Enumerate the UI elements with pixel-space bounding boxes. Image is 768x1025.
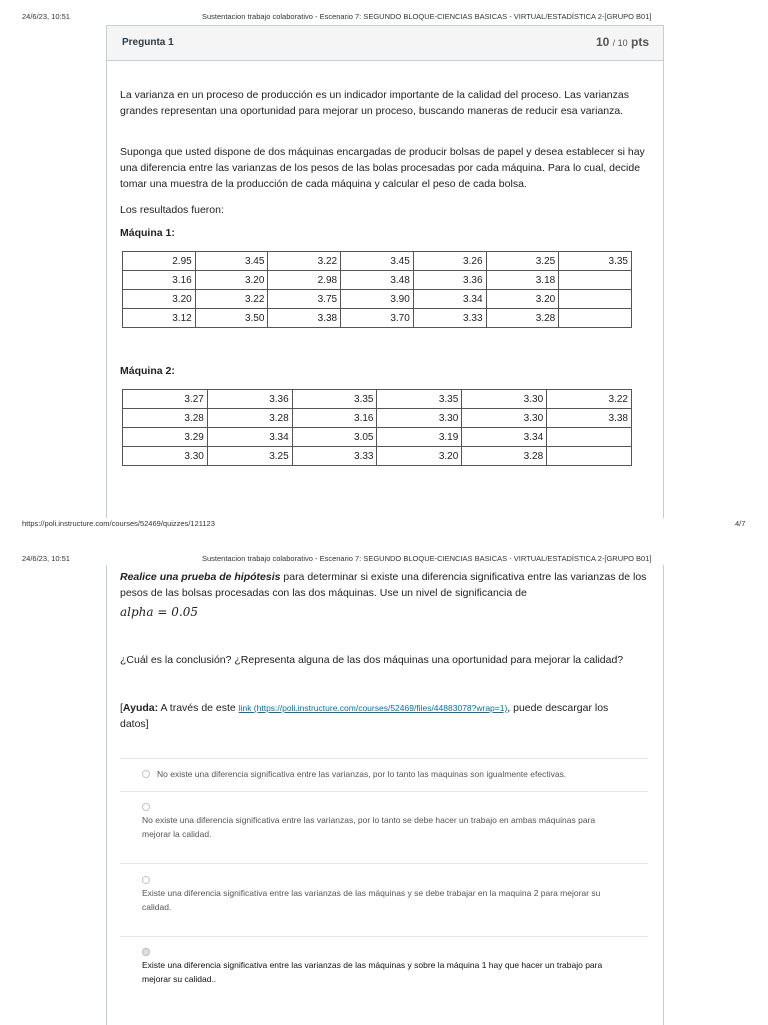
table-cell: 3.48 <box>341 271 414 290</box>
table-cell <box>547 428 632 447</box>
machine-2-label: Máquina 2: <box>120 365 175 377</box>
print-date: 24/6/23, 10:51 <box>22 12 70 21</box>
machine-2-table <box>122 389 632 466</box>
question-card-continued <box>106 565 664 1025</box>
table-cell: 3.20 <box>195 271 268 290</box>
answer-option-3[interactable]: Existe una diferencia significativa entre las varianzas de las máquinas y se debe trabajar en la maquina 2 para mejorar su calidad. <box>142 888 601 912</box>
table-cell: 3.22 <box>268 252 341 271</box>
conclusion-question: ¿Cuál es la conclusión? ¿Representa alguna de las dos máquinas una oportunidad para mejorar la calidad? <box>120 654 624 666</box>
answer-radio-3[interactable] <box>142 876 150 884</box>
answer-option-4[interactable]: Existe una diferencia significativa entre las varianzas de las máquinas y sobre la máquina 1 hay que hacer un trabajo para mejorar su calidad.. <box>142 960 603 984</box>
table-cell: 3.33 <box>413 309 486 328</box>
score-unit: pts <box>631 35 649 49</box>
table-cell: 3.70 <box>341 309 414 328</box>
table-cell: 3.20 <box>377 447 462 466</box>
hint-paragraph <box>120 700 656 732</box>
table-cell: 3.27 <box>123 390 208 409</box>
table-cell: 3.29 <box>123 428 208 447</box>
table-cell: 3.05 <box>292 428 377 447</box>
table-cell: 3.34 <box>413 290 486 309</box>
table-cell: 3.36 <box>413 271 486 290</box>
question-header <box>107 26 663 61</box>
hint-after: , puede descargar los <box>507 702 609 714</box>
machine-2-row <box>123 428 632 447</box>
table-cell <box>547 447 632 466</box>
table-cell: 3.26 <box>413 252 486 271</box>
hint-text: A través de este <box>158 702 239 714</box>
table-cell: 3.22 <box>547 390 632 409</box>
table-cell: 3.16 <box>292 409 377 428</box>
divider <box>120 791 648 792</box>
table-cell: 3.50 <box>195 309 268 328</box>
question-paragraph-1: La varianza en un proceso de producción es un indicador importante de la calidad del proceso. Las varianzas grandes representan una oportunidad para mejorar un proceso, buscando maneras de reducir esa varianza. <box>120 89 629 117</box>
divider <box>120 758 648 759</box>
table-cell: 3.20 <box>486 290 559 309</box>
table-cell: 2.95 <box>123 252 196 271</box>
table-cell: 3.30 <box>462 409 547 428</box>
table-cell: 3.28 <box>207 409 292 428</box>
answer-option-1[interactable]: No existe una diferencia significativa entre las varianzas, por lo tanto las maquinas son igualmente efectivas. <box>157 769 567 779</box>
machine-1-row <box>123 290 632 309</box>
machine-2-row <box>123 409 632 428</box>
print-date-2: 24/6/23, 10:51 <box>22 554 70 563</box>
divider <box>120 936 648 937</box>
machine-1-row <box>123 309 632 328</box>
table-cell: 3.35 <box>559 252 632 271</box>
machine-1-label: Máquina 1: <box>120 227 175 239</box>
table-cell: 3.35 <box>292 390 377 409</box>
answer-radio-4-selected[interactable] <box>142 948 150 956</box>
hypothesis-instruction <box>120 569 656 601</box>
question-title: Pregunta 1 <box>122 37 174 48</box>
machine-2-row <box>123 390 632 409</box>
table-cell: 3.45 <box>341 252 414 271</box>
table-cell: 3.30 <box>123 447 208 466</box>
table-cell: 3.38 <box>268 309 341 328</box>
machine-2-row <box>123 447 632 466</box>
table-cell: 3.22 <box>195 290 268 309</box>
machine-1-row <box>123 271 632 290</box>
table-cell: 3.90 <box>341 290 414 309</box>
table-cell: 3.28 <box>486 309 559 328</box>
table-cell: 3.35 <box>377 390 462 409</box>
table-cell: 3.18 <box>486 271 559 290</box>
table-cell: 2.98 <box>268 271 341 290</box>
machine-1-table <box>122 251 632 328</box>
table-cell <box>559 290 632 309</box>
table-cell <box>559 271 632 290</box>
table-cell: 3.36 <box>207 390 292 409</box>
score-value: 10 <box>595 35 610 49</box>
print-title: Sustentacion trabajo colaborativo - Escenario 7: SEGUNDO BLOQUE-CIENCIAS BASICAS - VIRTUAL/ESTADÍSTICA 2-[GRUPO B01] <box>202 12 652 21</box>
answer-radio-1[interactable] <box>142 770 150 778</box>
table-cell: 3.33 <box>292 447 377 466</box>
table-cell: 3.30 <box>462 390 547 409</box>
question-paragraph-2: Suponga que usted dispone de dos máquinas encargadas de producir bolsas de papel y desea establecer si hay una diferencia entre las varianzas de los pesos de las bolas procesadas por cada máquina. Para lo cual, decide tomar una muestra de la producción de cada máquina y calcular el peso de cada bolsa. <box>120 146 645 190</box>
table-cell <box>559 309 632 328</box>
table-cell: 3.25 <box>207 447 292 466</box>
score-total: / 10 <box>612 38 628 48</box>
table-cell: 3.38 <box>547 409 632 428</box>
table-cell: 3.30 <box>377 409 462 428</box>
table-cell: 3.25 <box>486 252 559 271</box>
answer-option-2[interactable]: No existe una diferencia significativa entre las varianzas, por lo tanto se debe hacer un trabajo en ambas máquinas para mejorar la calidad. <box>142 815 596 839</box>
hint-label: Ayuda: <box>122 702 159 714</box>
hint-open: [ <box>120 702 123 714</box>
table-cell: 3.20 <box>123 290 196 309</box>
table-cell: 3.75 <box>268 290 341 309</box>
table-cell: 3.12 <box>123 309 196 328</box>
table-cell: 3.16 <box>123 271 196 290</box>
table-cell: 3.34 <box>207 428 292 447</box>
divider <box>120 863 648 864</box>
print-title-2: Sustentacion trabajo colaborativo - Escenario 7: SEGUNDO BLOQUE-CIENCIAS BASICAS - VIRTUAL/ESTADÍSTICA 2-[GRUPO B01] <box>202 554 652 563</box>
instruction-rest: para determinar si existe una diferencia significativa entre las varianzas de los pesos de las bolsas procesadas con las dos máquinas. Use un nivel de significancia de <box>120 571 647 599</box>
alpha-formula: alpha = 0.05 <box>120 605 198 619</box>
footer-page-number: 4/7 <box>735 519 746 528</box>
hint-end: datos] <box>120 718 149 730</box>
question-score <box>596 35 649 49</box>
table-cell: 3.45 <box>195 252 268 271</box>
machine-1-row <box>123 252 632 271</box>
table-cell: 3.19 <box>377 428 462 447</box>
table-cell: 3.34 <box>462 428 547 447</box>
question-paragraph-3: Los resultados fueron: <box>120 204 224 216</box>
table-cell: 3.28 <box>123 409 208 428</box>
data-download-link[interactable]: link (https://poli.instructure.com/courses/52469/files/44883078?wrap=1) <box>238 703 508 713</box>
instruction-bold: Realice una prueba de hipótesis <box>120 571 281 583</box>
table-cell: 3.28 <box>462 447 547 466</box>
footer-url: https://poli.instructure.com/courses/52469/quizzes/121123 <box>22 519 215 528</box>
answer-radio-2[interactable] <box>142 803 150 811</box>
